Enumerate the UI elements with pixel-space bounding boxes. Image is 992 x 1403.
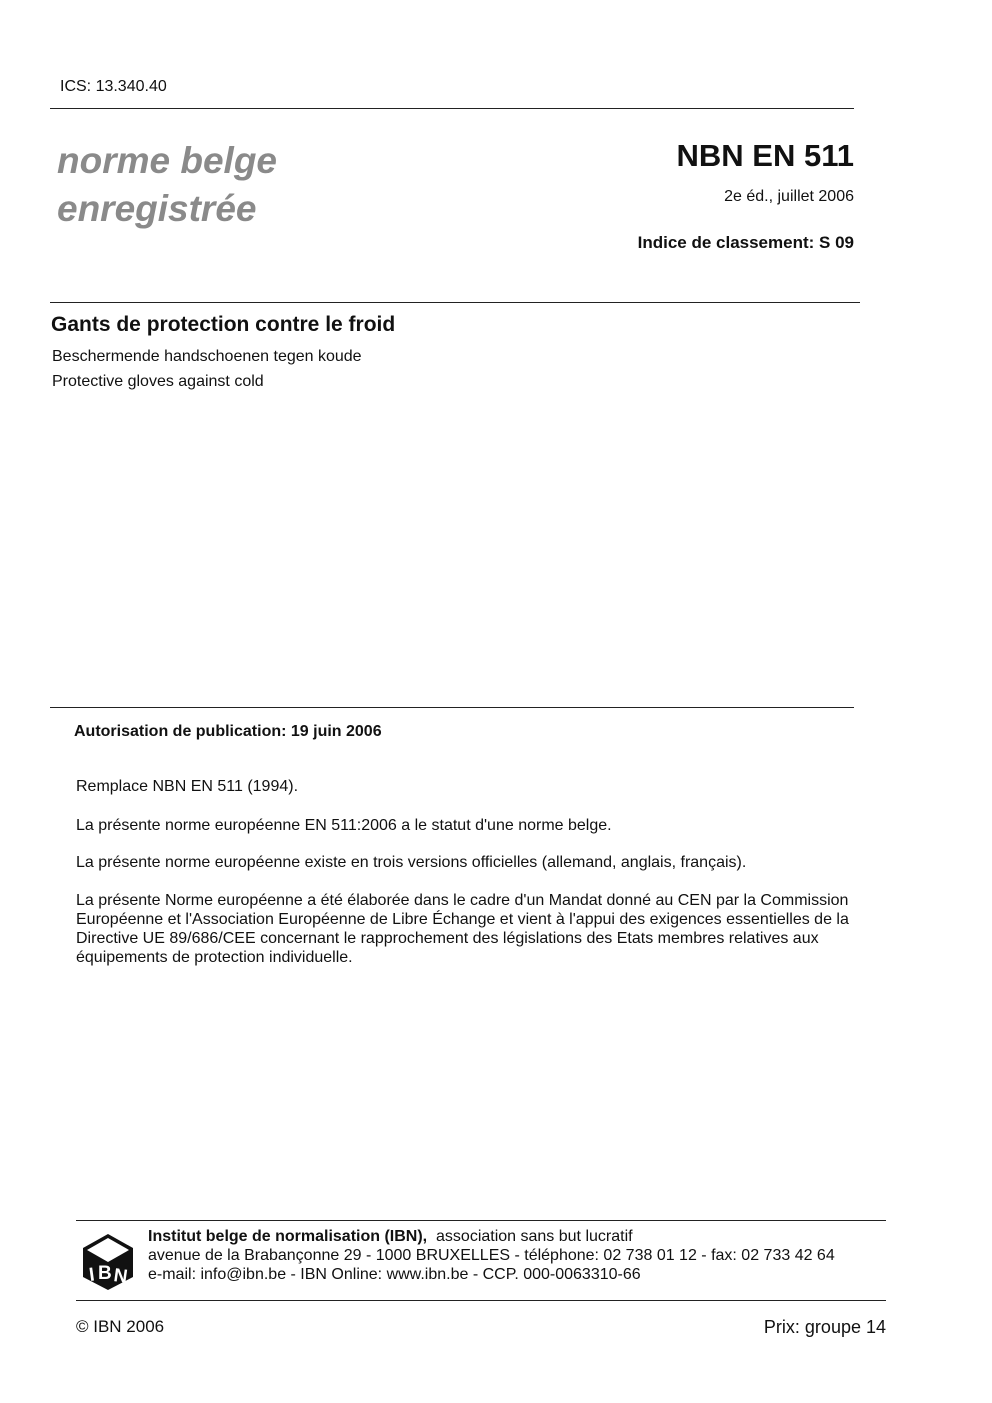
footer-top-divider <box>76 1220 886 1221</box>
norme-label-line1: norme belge <box>57 140 277 181</box>
title-divider <box>50 302 860 303</box>
institute-line <box>148 1228 633 1246</box>
copyright: © IBN 2006 <box>76 1317 165 1336</box>
norme-label-line2: enregistrée <box>57 188 257 229</box>
title-dutch: Beschermende handschoenen tegen koude <box>52 348 362 365</box>
svg-text:B: B <box>98 1263 112 1284</box>
paragraph-replaces: Remplace NBN EN 511 (1994). <box>76 778 299 795</box>
ics-code: ICS: 13.340.40 <box>60 78 167 95</box>
ibn-logo-icon <box>82 1233 134 1291</box>
title-english: Protective gloves against cold <box>52 373 264 390</box>
document-number: NBN EN 511 <box>676 138 854 173</box>
header-divider <box>50 108 854 109</box>
institute-contact: e-mail: info@ibn.be - IBN Online: www.ibn.be - CCP. 000-0063310-66 <box>148 1266 641 1283</box>
institute-name: Institut belge de normalisation (IBN), <box>148 1228 428 1245</box>
footer-bottom-divider <box>76 1300 886 1301</box>
svg-text:N: N <box>112 1265 129 1288</box>
paragraph-mandate: La présente Norme européenne a été élaborée dans le cadre d'un Mandat donné au CEN par la Commission Européenne et l'Association Européenne de Libre Échange et vient à l'appui des exigences essentielles de la Directive UE 89/686/CEE concernant le rapprochement des législations des Etats membres relatives aux équipements de protection individuelle. <box>76 892 849 966</box>
publication-authorisation: Autorisation de publication: 19 juin 2006 <box>74 723 382 740</box>
institute-address: avenue de la Brabançonne 29 - 1000 BRUXELLES - téléphone: 02 738 01 12 - fax: 02 733 42 64 <box>148 1247 835 1264</box>
body-divider <box>50 707 854 708</box>
svg-text:I: I <box>87 1264 96 1286</box>
title-french: Gants de protection contre le froid <box>51 313 396 336</box>
edition-date: 2e éd., juillet 2006 <box>724 188 854 205</box>
paragraph-status: La présente norme européenne EN 511:2006 a le statut d'une norme belge. <box>76 817 612 834</box>
paragraph-versions: La présente norme européenne existe en trois versions officielles (allemand, anglais, français). <box>76 854 747 871</box>
price-group: Prix: groupe 14 <box>763 1317 886 1337</box>
institute-type: association sans but lucratif <box>436 1228 633 1245</box>
classification-index: Indice de classement: S 09 <box>637 233 854 252</box>
